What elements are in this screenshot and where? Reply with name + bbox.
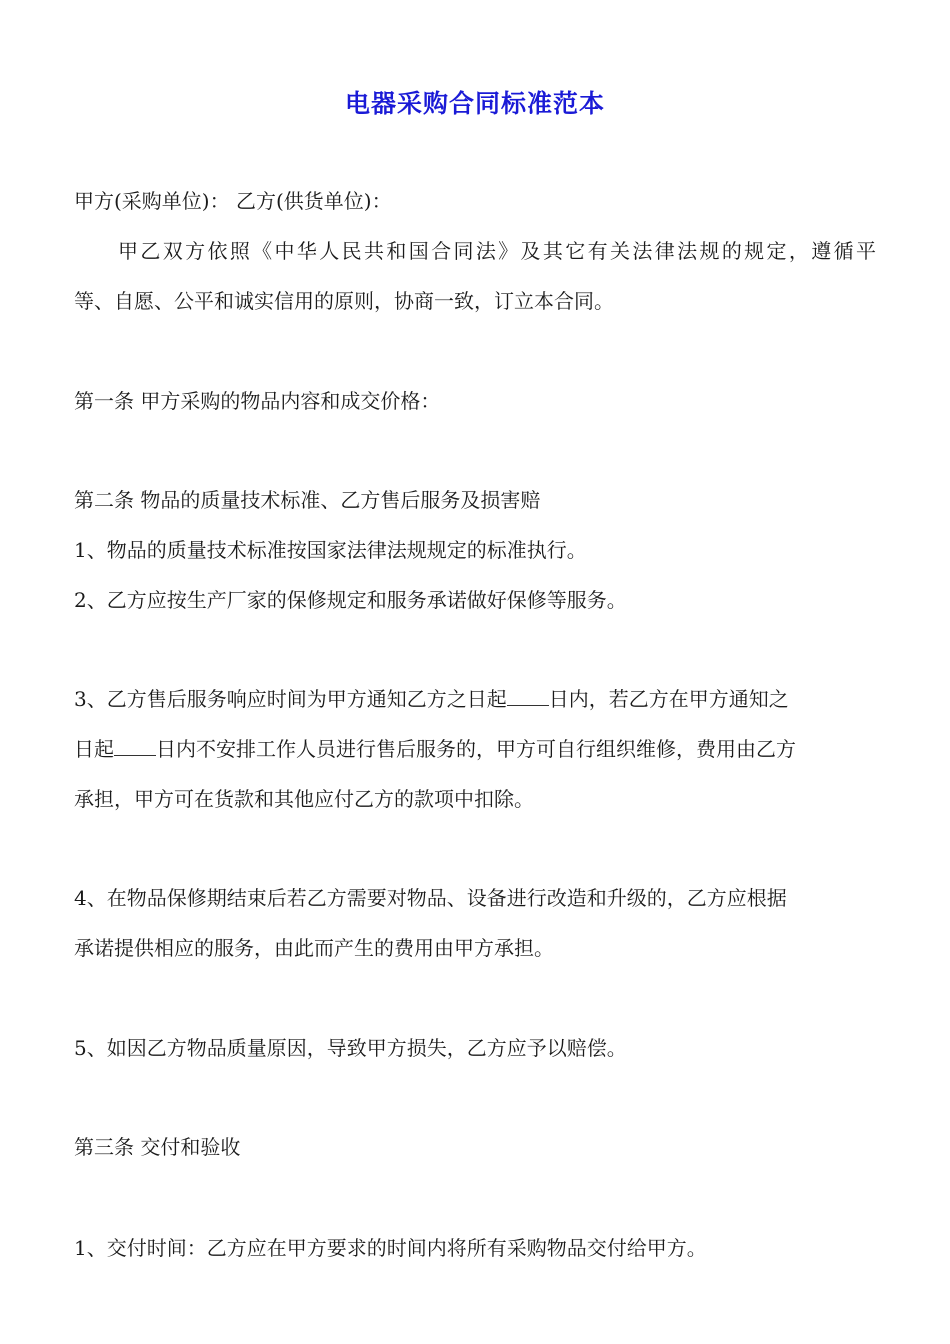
item-3-text-c: 日起 (74, 737, 114, 761)
article-2-item-3-line-2 (74, 735, 884, 763)
fill-in-blank-days-1 (507, 689, 549, 706)
fill-in-blank-days-2 (114, 739, 156, 756)
article-3-heading: 第三条 交付和验收 (74, 1135, 241, 1159)
article-2-item-4-line-1: 4、在物品保修期结束后若乙方需要对物品、设备进行改造和升级的，乙方应根据 (74, 886, 787, 910)
article-2-item-3-line-3: 承担，甲方可在货款和其他应付乙方的款项中扣除。 (74, 787, 534, 811)
article-2-item-4-line-2: 承诺提供相应的服务，由此而产生的费用由甲方承担。 (74, 936, 554, 960)
item-3-text-d: 日内不安排工作人员进行售后服务的，甲方可自行组织维修，费用由乙方 (156, 737, 796, 761)
article-2-item-2: 2、乙方应按生产厂家的保修规定和服务承诺做好保修等服务。 (74, 588, 627, 612)
article-2-item-1: 1、物品的质量技术标准按国家法律法规规定的标准执行。 (74, 538, 587, 562)
preamble-line-2: 等、自愿、公平和诚实信用的原则，协商一致，订立本合同。 (74, 289, 614, 313)
item-3-text-b: 日内，若乙方在甲方通知之 (548, 687, 789, 711)
article-2-item-3-line-1 (74, 685, 884, 713)
article-2-item-5: 5、如因乙方物品质量原因，导致甲方损失，乙方应予以赔偿。 (74, 1036, 627, 1060)
preamble-line-1: 甲乙双方依照《中华人民共和国合同法》及其它有关法律法规的规定，遵循平 (118, 239, 876, 263)
item-3-text-a: 3、乙方售后服务响应时间为甲方通知乙方之日起 (74, 687, 507, 711)
parties-line: 甲方(采购单位)： 乙方(供货单位)： (74, 189, 392, 213)
article-1-heading: 第一条 甲方采购的物品内容和成交价格： (74, 389, 441, 413)
document-title: 电器采购合同标准范本 (344, 89, 605, 118)
article-3-item-1: 1、交付时间：乙方应在甲方要求的时间内将所有采购物品交付给甲方。 (74, 1236, 707, 1260)
article-2-heading: 第二条 物品的质量技术标准、乙方售后服务及损害赔 (74, 488, 541, 512)
